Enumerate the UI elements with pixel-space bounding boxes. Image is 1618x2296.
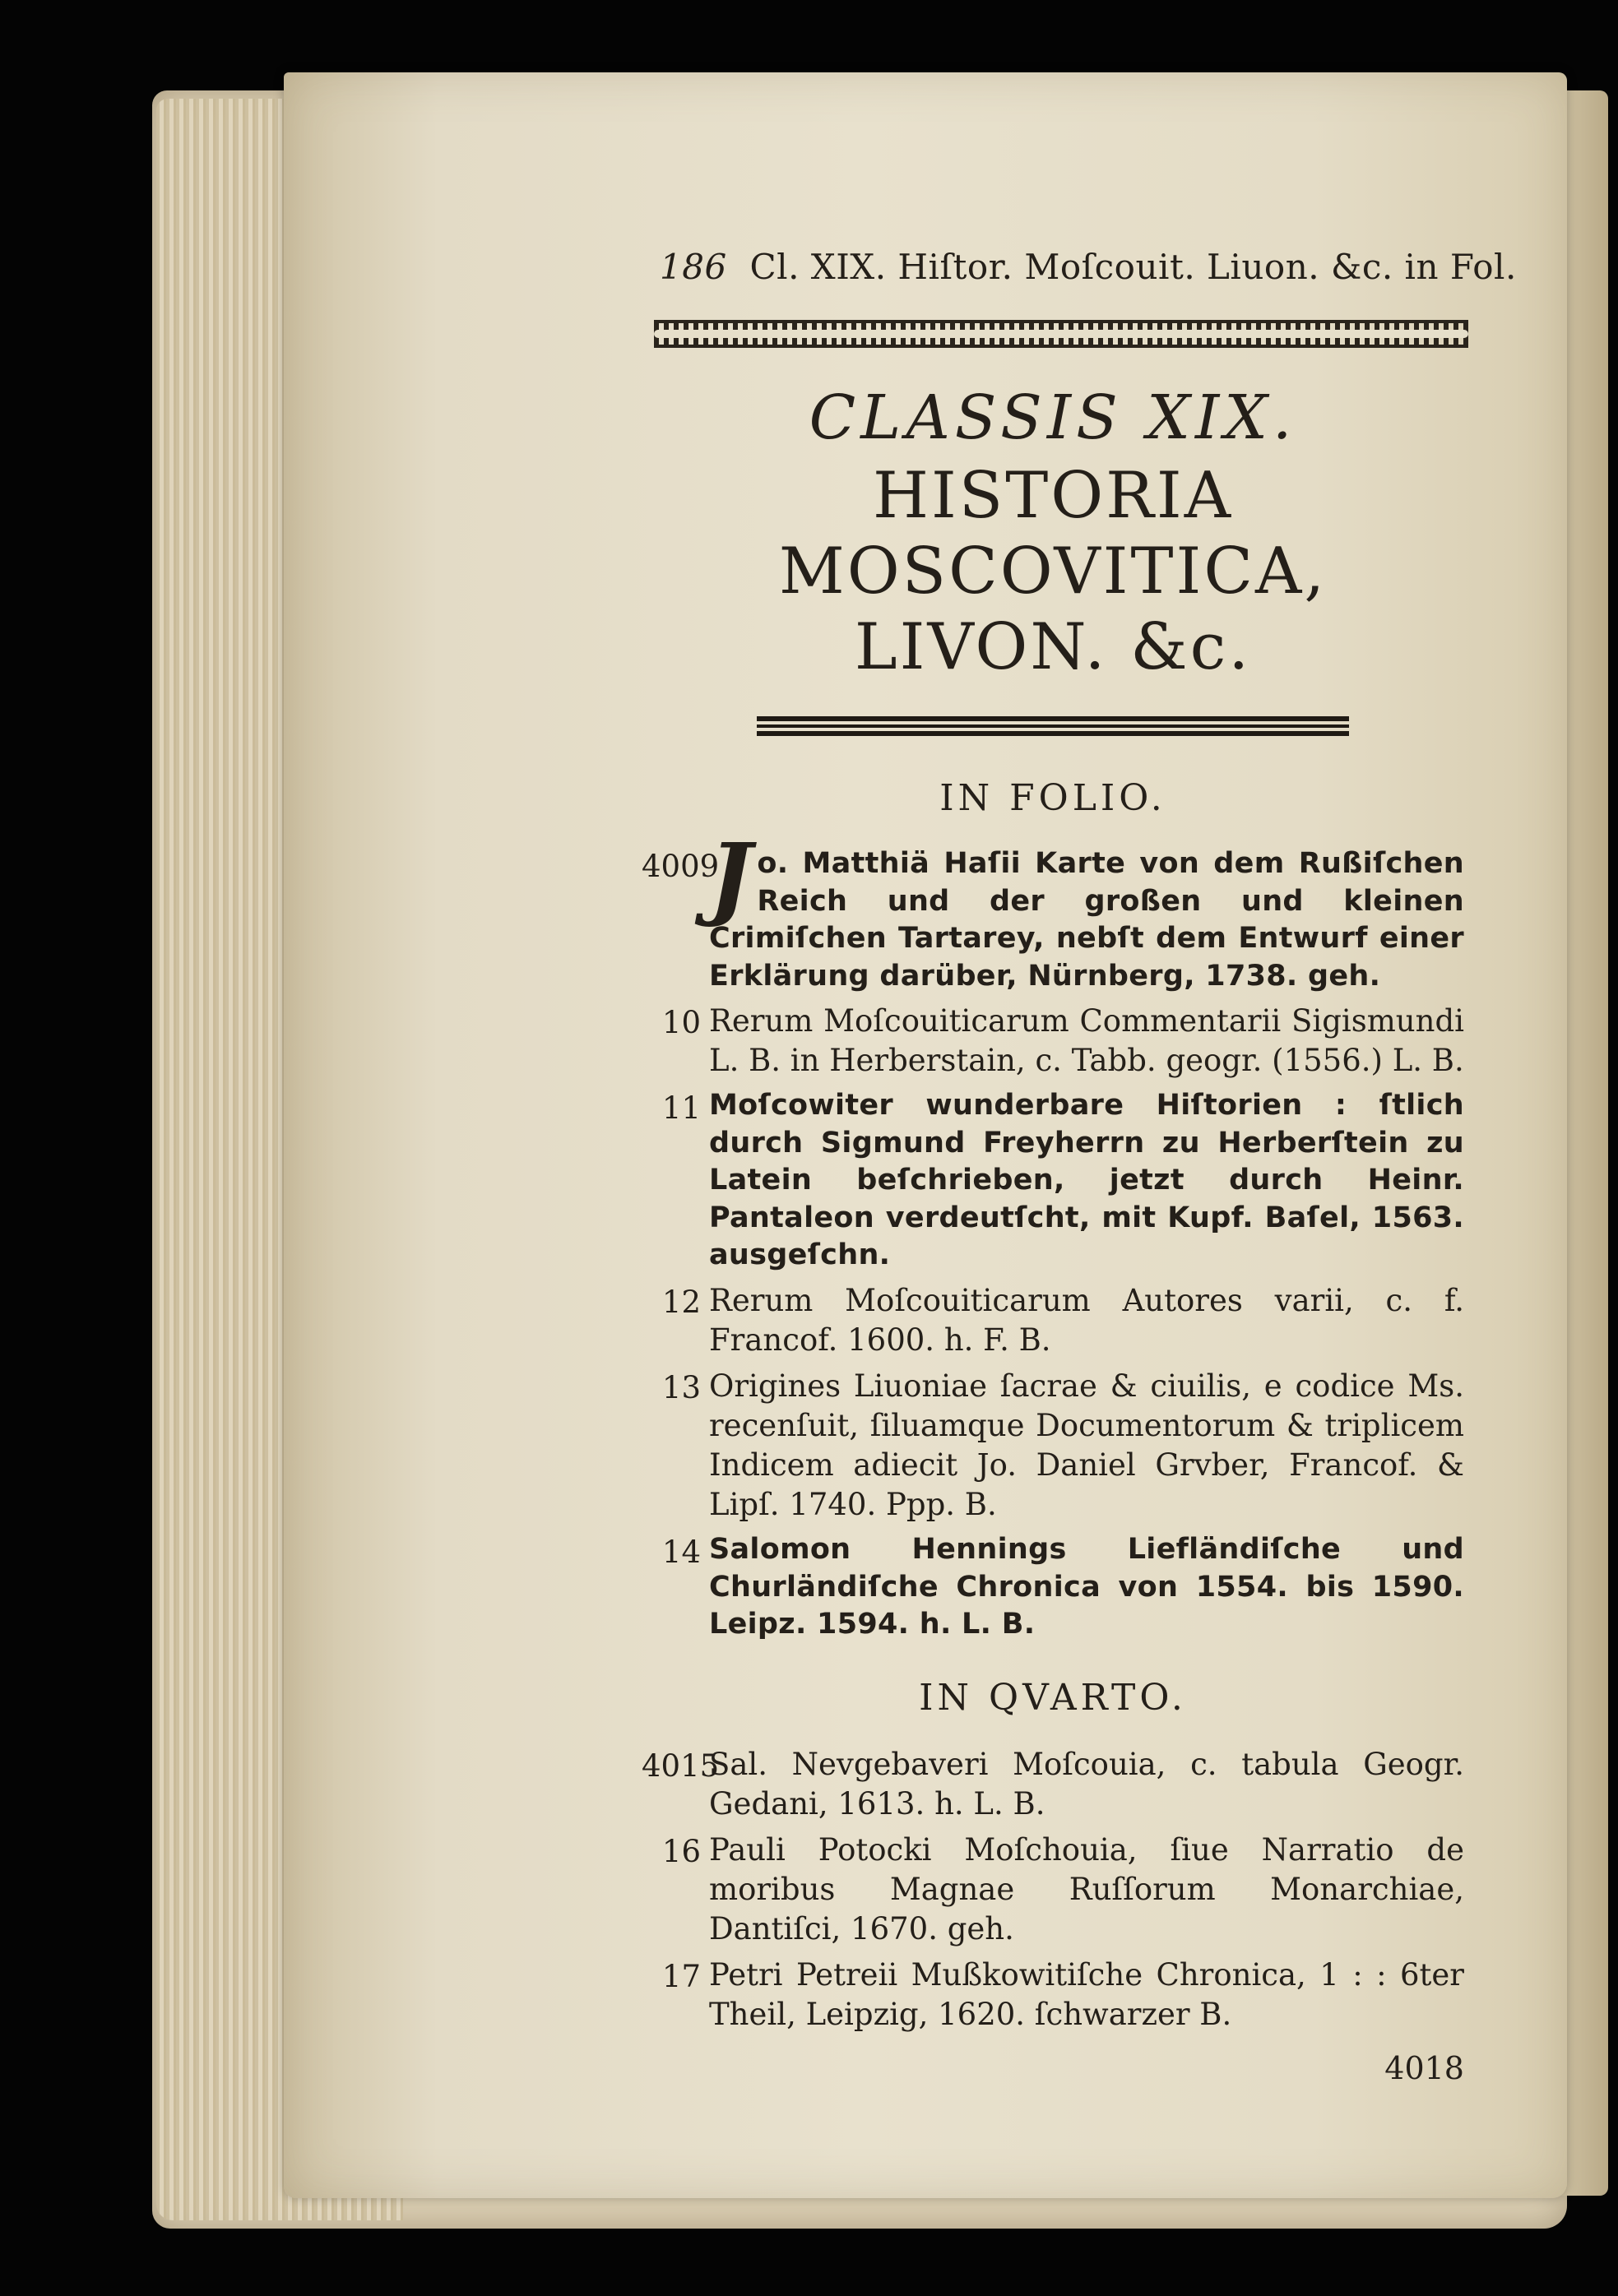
- running-head: [660, 247, 1517, 287]
- catchword: 4018: [1384, 2049, 1464, 2086]
- page-content: [642, 247, 1517, 2086]
- entry-list-folio: [642, 823, 1464, 1644]
- entry-text: Salomon Hennings Liefländiſche und Churländiſche Chronica von 1554. bis 1590. Leipz. 1594. h. L. B.: [709, 1533, 1464, 1641]
- catalog-entry: [642, 1002, 1464, 1081]
- entry-text: Petri Petreii Mußkowitiſche Chronica, 1 : : 6ter Theil, Leipzig, 1620. ſchwarzer B.: [709, 1957, 1464, 2033]
- entry-number: 13: [661, 1369, 701, 1405]
- entry-list-quarto: [642, 1745, 1464, 2035]
- entry-number: 14: [661, 1535, 701, 1571]
- entry-number: 17: [661, 1959, 701, 1995]
- catalog-entry: [642, 1956, 1464, 2034]
- entry-text: Origines Liuoniae ſacrae & ciuilis, e codice Ms. recenſuit, ſiluamque Documentorum & triplicem Indicem adiecit Jo. Daniel Grvber, Francof. & Lipſ. 1740. Ppp. B.: [709, 1368, 1464, 1523]
- title-line: HISTORIA MOSCOVITICA,: [778, 459, 1328, 609]
- drop-cap: J: [709, 823, 753, 930]
- page-number: 186: [660, 247, 727, 287]
- entry-number: 16: [661, 1834, 701, 1870]
- section-heading: IN FOLIO.: [939, 777, 1166, 820]
- entry-number: 4009: [642, 849, 720, 885]
- catalog-entry: [642, 1367, 1464, 1525]
- entry-text: Sal. Nevgebaveri Moſcouia, c. tabula Geogr. Gedani, 1613. h. L. B.: [709, 1746, 1464, 1822]
- entry-number: 10: [661, 1005, 701, 1041]
- catalog-entry: [642, 1531, 1464, 1644]
- class-heading: CLASSIS XIX.: [809, 382, 1297, 453]
- catalog-entry: [642, 1831, 1464, 1949]
- entry-number: 4015: [642, 1747, 720, 1784]
- entry-text: Moſcowiter wunderbare Hiſtorien : ſtlich durch Sigmund Freyherrn zu Herberſtein zu Latein beſchrieben, jetzt durch Heinr. Pantaleon verdeutſcht, mit Kupf. Baſel, 1563. ausgeſchn.: [709, 1089, 1464, 1272]
- entry-text: Rerum Moſcouiticarum Commentarii Sigismundi L. B. in Herberstain, c. Tabb. geogr. (1556.) L. B.: [709, 1003, 1464, 1079]
- double-rule: [757, 716, 1349, 736]
- catalog-entry: [642, 823, 1464, 995]
- running-head-text: Cl. XIX. Hiſtor. Moſcouit. Liuon. &c. in Fol.: [749, 247, 1517, 287]
- catalog-entry: [642, 1745, 1464, 1824]
- entry-text: Pauli Potocki Moſchouia, ſiue Narratio de moribus Magnae Ruſſorum Monarchiae, Dantiſci, 1670. geh.: [709, 1832, 1464, 1947]
- entry-number: 11: [661, 1090, 701, 1127]
- title-line: LIVON. &c.: [854, 610, 1252, 685]
- catalog-entry: [642, 1087, 1464, 1275]
- section-heading: IN QVARTO.: [919, 1676, 1187, 1719]
- main-title: [642, 458, 1464, 685]
- entry-body: o. Matthiä Haſii Karte von dem Rußiſchen Reich und der großen und kleinen Crimiſchen Tartarey, nebſt dem Entwurf einer Erklärung darüber, Nürnberg, 1738. geh.: [709, 847, 1464, 993]
- ornamental-border: [654, 320, 1468, 348]
- catalog-entry: [642, 1281, 1464, 1360]
- entry-text: Rerum Moſcouiticarum Autores varii, c. f. Francof. 1600. h. F. B.: [709, 1282, 1464, 1358]
- entry-text: [709, 823, 1464, 995]
- entry-number: 12: [661, 1284, 701, 1320]
